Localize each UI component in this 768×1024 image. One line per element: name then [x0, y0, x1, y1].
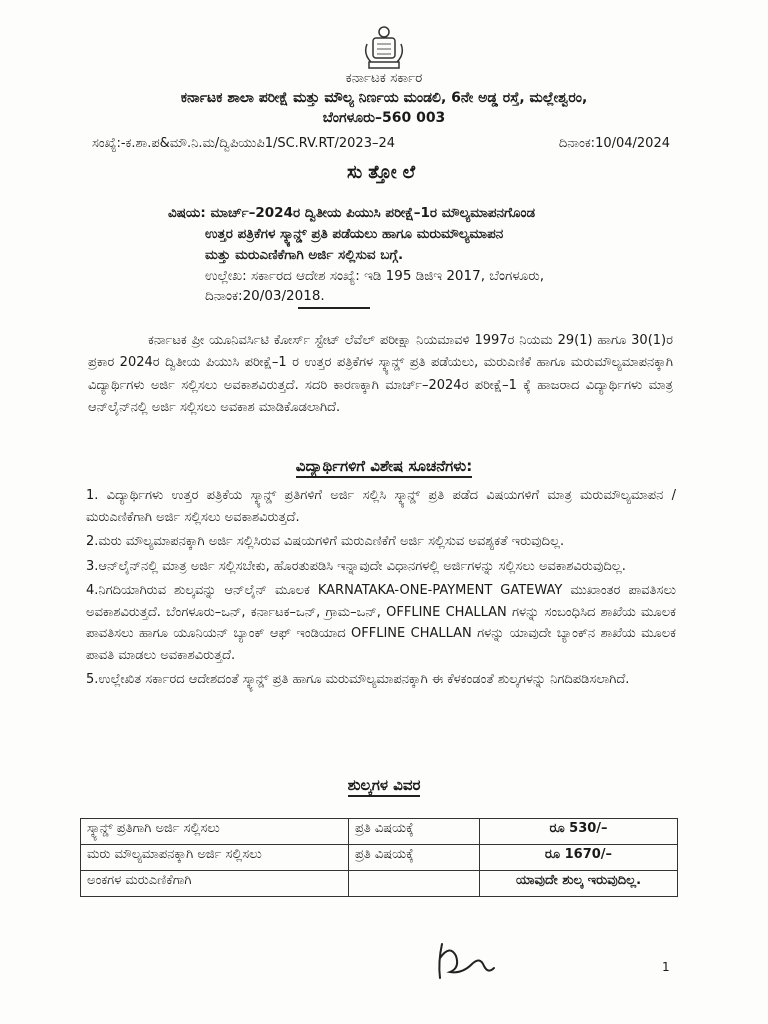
- fee-unit: ಪ್ರತಿ ವಿಷಯಕ್ಕೆ: [349, 819, 480, 845]
- signature-icon: [432, 938, 498, 984]
- instructions-heading: [0, 457, 768, 475]
- fee-amount: ರೂ 530/–: [480, 819, 678, 845]
- instruction-item: 4.ನಿಗದಿಯಾಗಿರುವ ಶುಲ್ಕವನ್ನು ಆನ್‌ಲೈನ್ ಮೂಲಕ KARNATAKA-ONE-PAYMENT GATEWAY ಮುಖಾಂತರ ಪಾವತಿಸಲು ಅವಕಾಶವಿರುತ್ತದೆ. ಬೆಂಗಳೂರು–ಒನ್, ಕರ್ನಾಟಕ–ಒನ್, ಗ್ರಾಮ–ಒನ್, OFFLINE CHALLAN ಗಳನ್ನು ಸಂಬಂಧಿಸಿದ ಶಾಖೆಯ ಮೂಲಕ ಪಾವತಿಸಲು ಹಾಗೂ ಯೂನಿಯನ್ ಬ್ಯಾಂಕ್ ಆಫ್ ಇಂಡಿಯಾದ OFFLINE CHALLAN ಗಳನ್ನು ಯಾವುದೇ ಬ್ಯಾಂಕ್‌ನ ಶಾಖೆಯ ಮೂಲಕ ಪಾವತಿ ಮಾಡಲು ಅವಕಾಶವಿರುತ್ತದೆ.: [86, 583, 676, 663]
- board-address-line1: ಕರ್ನಾಟಕ ಶಾಲಾ ಪರೀಕ್ಷೆ ಮತ್ತು ಮೌಲ್ಯ ನಿರ್ಣಯ ಮಂಡಲಿ, 6ನೇ ಅಡ್ಡ ರಸ್ತೆ, ಮಲ್ಲೇಶ್ವರಂ,: [180, 90, 588, 106]
- instruction-item: 2.ಮರು ಮೌಲ್ಯಮಾಪನಕ್ಕಾಗಿ ಅರ್ಜಿ ಸಲ್ಲಿಸಿರುವ ವಿಷಯಗಳಿಗೆ ಮರುಎಣಿಕೆಗೆ ಅರ್ಜಿ ಸಲ್ಲಿಸುವ ಅವಶ್ಯಕತೆ ಇರುವುದಿಲ್ಲ.: [86, 534, 565, 549]
- fees-table: [80, 818, 678, 897]
- fee-item: ಸ್ಕ್ಯಾನ್ಡ್ ಪ್ರತಿಗಾಗಿ ಅರ್ಜಿ ಸಲ್ಲಿಸಲು: [81, 819, 349, 845]
- subject-line2: ಉತ್ತರ ಪತ್ರಿಕೆಗಳ ಸ್ಕ್ಯಾನ್ಡ್ ಪ್ರತಿ ಪಡೆಯಲು ಹಾಗೂ ಮರುಮೌಲ್ಯಮಾಪನ: [205, 226, 504, 242]
- instruction-item: 1. ವಿದ್ಯಾರ್ಥಿಗಳು ಉತ್ತರ ಪತ್ರಿಕೆಯ ಸ್ಕ್ಯಾನ್ಡ್ ಪ್ರತಿಗಳಿಗೆ ಅರ್ಜಿ ಸಲ್ಲಿಸಿ ಸ್ಕ್ಯಾನ್ಡ್ ಪ್ರತಿ ಪಡೆದ ವಿಷಯಗಳಿಗೆ ಮಾತ್ರ ಮರುಮೌಲ್ಯಮಾಪನ /ಮರುಎಣಿಕೆಗಾಗಿ ಅರ್ಜಿ ಸಲ್ಲಿಸಲು ಅವಕಾಶವಿರುತ್ತದೆ.: [86, 488, 676, 525]
- instruction-item: 5.ಉಲ್ಲೇಖಿತ ಸರ್ಕಾರದ ಆದೇಶದಂತೆ ಸ್ಕ್ಯಾನ್ಡ್ ಪ್ರತಿ ಹಾಗೂ ಮರುಮೌಲ್ಯಮಾಪನಕ್ಕಾಗಿ ಈ ಕೆಳಕಂಡಂತೆ ಶುಲ್ಕಗಳನ್ನು ನಿಗದಿಪಡಿಸಲಾಗಿದೆ.: [86, 672, 630, 687]
- fee-item: ಅಂಕಗಳ ಮರುಎಣಿಕೆಗಾಗಿ: [81, 871, 349, 897]
- subject-line1: ವಿಷಯ: ಮಾರ್ಚ್–2024ರ ದ್ವಿತೀಯ ಪಿಯುಸಿ ಪರೀಕ್ಷೆ–1ರ ಮೌಲ್ಯಮಾಪನಗೊಂಡ: [168, 205, 536, 221]
- instructions-heading-text: ವಿದ್ಯಾರ್ಥಿಗಳಿಗೆ ವಿಶೇಷ ಸೂಚನೆಗಳು:: [296, 457, 472, 478]
- state-emblem-icon: [361, 24, 407, 72]
- fees-heading-text: ಶುಲ್ಕಗಳ ವಿವರ: [348, 776, 421, 797]
- fee-item: ಮರು ಮೌಲ್ಯಮಾಪನಕ್ಕಾಗಿ ಅರ್ಜಿ ಸಲ್ಲಿಸಲು: [81, 845, 349, 871]
- reference-line1: ಉಲ್ಲೇಖ: ಸರ್ಕಾರದ ಆದೇಶ ಸಂಖ್ಯೆ: ಇಡಿ 195 ಡಿಜಿಇ 2017, ಬೆಂಗಳೂರು,: [205, 268, 545, 284]
- table-row: [81, 845, 678, 871]
- fees-heading: [0, 776, 768, 794]
- circular-title: ಸುತ್ತೋಲೆ: [346, 162, 422, 183]
- fee-unit: [349, 871, 480, 897]
- instruction-item: 3.ಆನ್‌ಲೈನ್‌ನಲ್ಲಿ ಮಾತ್ರ ಅರ್ಜಿ ಸಲ್ಲಿಸಬೇಕು, ಹೊರತುಪಡಿಸಿ ಇನ್ನಾವುದೇ ವಿಧಾನಗಳಲ್ಲಿ ಅರ್ಜಿಗಳನ್ನು ಸಲ್ಲಿಸಲು ಅವಕಾಶವಿರುವುದಿಲ್ಲ.: [86, 558, 626, 574]
- board-address-line2: ಬೆಂಗಳೂರು–560 003: [322, 110, 446, 126]
- fee-amount: ರೂ 1670/–: [480, 845, 678, 871]
- fee-amount: ಯಾವುದೇ ಶುಲ್ಕ ಇರುವುದಿಲ್ಲ.: [480, 871, 678, 897]
- table-row: [81, 819, 678, 845]
- table-row: [81, 871, 678, 897]
- page-number: 1: [662, 960, 670, 974]
- separator-line: [298, 307, 370, 309]
- reference-number: ಸಂಖ್ಯೆ:-ಕ.ಶಾ.ಪ&ಮೌ.ನಿ.ಮ/ದ್ವಿಪಿಯುಪಿ1/SC.RV.RT/2023–24: [92, 136, 396, 151]
- fee-unit: ಪ್ರತಿ ವಿಷಯಕ್ಕೆ: [349, 845, 480, 871]
- instructions-list: [86, 485, 676, 694]
- subject-line3: ಮತ್ತು ಮರುಎಣಿಕೆಗಾಗಿ ಅರ್ಜಿ ಸಲ್ಲಿಸುವ ಬಗ್ಗೆ.: [205, 247, 404, 263]
- issue-date: ದಿನಾಂಕ:10/04/2024: [558, 136, 670, 151]
- intro-paragraph: ಕರ್ನಾಟಕ ಪ್ರೀ ಯೂನಿವರ್ಸಿಟಿ ಕೋರ್ಸ್ ಸ್ಟೇಟ್ ಲೆವೆಲ್ ಪರೀಕ್ಷಾ ನಿಯಮಾವಳಿ 1997ರ ನಿಯಮ 29(1) ಹಾಗೂ 30(1)ರ ಪ್ರಕಾರ 2024ರ ದ್ವಿತೀಯ ಪಿಯುಸಿ ಪರೀಕ್ಷೆ–1 ರ ಉತ್ತರ ಪತ್ರಿಕೆಗಳ ಸ್ಕ್ಯಾನ್ಡ್ ಪ್ರತಿ ಪಡೆಯಲು, ಮರುಎಣಿಕೆ ಹಾಗೂ ಮರುಮೌಲ್ಯಮಾಪನಕ್ಕಾಗಿ ವಿದ್ಯಾರ್ಥಿಗಳು ಅರ್ಜಿ ಸಲ್ಲಿಸಲು ಅವಕಾಶವಿರುತ್ತದೆ. ಸದರಿ ಕಾರಣಕ್ಕಾಗಿ ಮಾರ್ಚ್–2024ರ ಪರೀಕ್ಷೆ–1 ಕ್ಕೆ ಹಾಜರಾದ ವಿದ್ಯಾರ್ಥಿಗಳು ಮಾತ್ರ ಆನ್‌ಲೈನ್‌ನಲ್ಲಿ ಅರ್ಜಿ ಸಲ್ಲಿಸಲು ಅವಕಾಶ ಮಾಡಿಕೊಡಲಾಗಿದೆ.: [88, 333, 673, 415]
- reference-line2: ದಿನಾಂಕ:20/03/2018.: [205, 288, 325, 304]
- government-title: ಕರ್ನಾಟಕ ಸರ್ಕಾರ: [345, 70, 423, 86]
